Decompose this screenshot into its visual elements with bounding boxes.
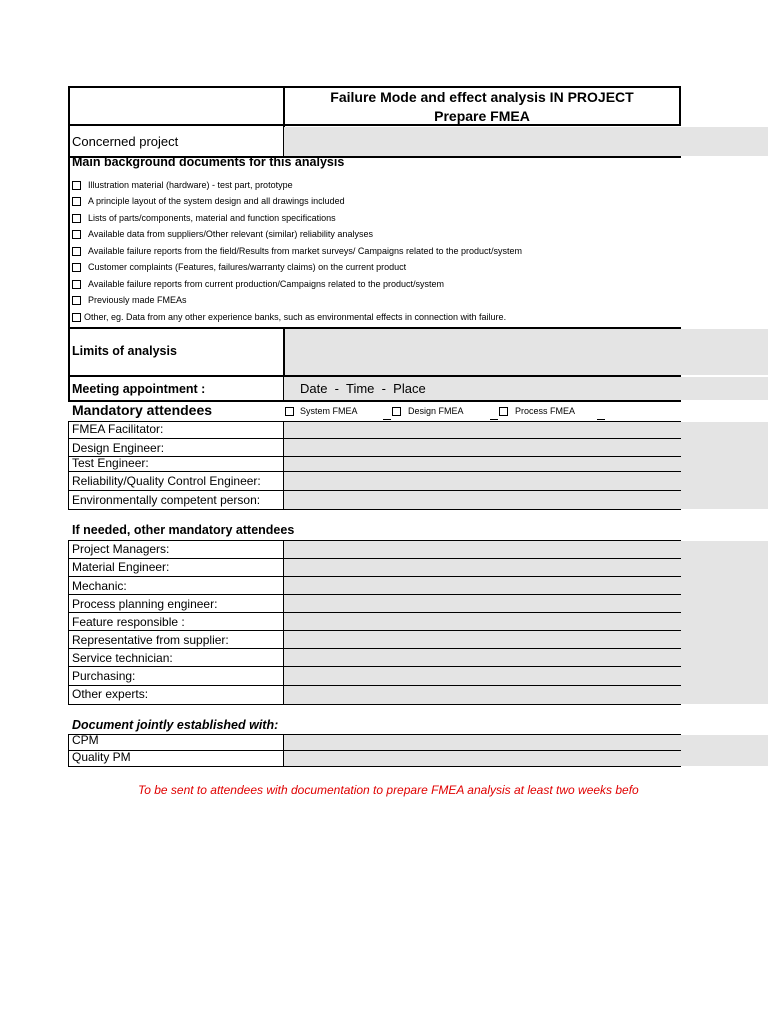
jointly-row-2-label: Quality PM (72, 750, 131, 764)
mandatory-row-1-label: FMEA Facilitator: (72, 422, 164, 436)
page-title (285, 88, 679, 126)
jointly-row-1-label: CPM (72, 733, 99, 747)
left-border-limits (68, 327, 70, 401)
other-row-6-label: Representative from supplier: (72, 633, 229, 647)
jointly-row-1-input[interactable] (288, 736, 758, 749)
limits-input[interactable] (290, 333, 760, 371)
row-rule (68, 750, 681, 751)
row-rule (68, 612, 681, 613)
checkbox-underline-3 (597, 419, 605, 420)
mandatory-row-2-input[interactable] (288, 440, 758, 455)
other-left-border (68, 540, 69, 705)
doc-item-9: Other, eg. Data from any other experience banks, such as environmental effects in connection with failure. (84, 312, 507, 322)
doc-item-8: Previously made FMEAs (88, 295, 187, 305)
row-rule (68, 490, 681, 491)
doc-item-5: Available failure reports from the field/Results from market surveys/ Campaigns related to the product/system (88, 246, 523, 256)
mandatory-divider (283, 421, 284, 510)
doc-item-4: Available data from suppliers/Other relevant (similar) reliability analyses (88, 229, 373, 239)
doc-checkbox-1[interactable] (72, 181, 81, 190)
doc-checkbox-8[interactable] (72, 296, 81, 305)
mandatory-row-3-input[interactable] (288, 458, 758, 470)
other-row-2-label: Material Engineer: (72, 560, 170, 574)
doc-checkbox-4[interactable] (72, 230, 81, 239)
mandatory-heading: Mandatory attendees (72, 402, 213, 418)
row-rule (68, 594, 681, 595)
mandatory-row-5-input[interactable] (288, 492, 758, 508)
process-fmea-label: Process FMEA (515, 406, 576, 416)
row-rule (68, 456, 681, 457)
other-row-8-label: Purchasing: (72, 669, 136, 683)
doc-item-7: Available failure reports from current production/Campaigns related to the product/system (88, 279, 445, 289)
mandatory-row-3-label: Test Engineer: (72, 456, 149, 470)
doc-item-2: A principle layout of the system design and all drawings included (88, 196, 345, 206)
other-row-5-input[interactable] (288, 614, 758, 629)
jointly-heading: Document jointly established with: (72, 718, 279, 732)
design-fmea-label: Design FMEA (408, 406, 464, 416)
other-row-7-input[interactable] (288, 650, 758, 665)
meeting-label: Meeting appointment : (72, 382, 206, 396)
doc-checkbox-9[interactable] (72, 313, 81, 322)
row-rule (68, 558, 681, 559)
mandatory-row-1-input[interactable] (288, 423, 758, 437)
doc-item-1: Illustration material (hardware) - test part, prototype (88, 180, 293, 190)
system-fmea-label: System FMEA (300, 406, 358, 416)
other-row-4-label: Process planning engineer: (72, 597, 218, 611)
other-row-3-label: Mechanic: (72, 579, 127, 593)
meeting-value[interactable]: Date - Time - Place (300, 381, 426, 396)
footer-note: To be sent to attendees with documentation to prepare FMEA analysis at least two weeks befo (138, 783, 639, 797)
mandatory-row-4-input[interactable] (288, 473, 758, 489)
system-fmea-checkbox[interactable] (285, 407, 294, 416)
jointly-row-2-input[interactable] (288, 752, 758, 765)
mandatory-row-2-label: Design Engineer: (72, 441, 165, 455)
page-title-line2: Prepare FMEA (434, 108, 530, 124)
row-rule (68, 685, 681, 686)
doc-item-6: Customer complaints (Features, failures/warranty claims) on the current product (88, 262, 407, 272)
row-rule (68, 666, 681, 667)
other-row-2-input[interactable] (288, 560, 758, 575)
checkbox-underline-1 (383, 419, 391, 420)
row-rule (68, 648, 681, 649)
mandatory-left-border (68, 421, 69, 510)
mandatory-row-4-label: Reliability/Quality Control Engineer: (72, 474, 261, 488)
other-row-4-input[interactable] (288, 596, 758, 611)
row-rule (68, 704, 681, 705)
other-row-8-input[interactable] (288, 668, 758, 683)
process-fmea-checkbox[interactable] (499, 407, 508, 416)
other-row-5-label: Feature responsible : (72, 615, 185, 629)
other-row-3-input[interactable] (288, 578, 758, 593)
other-attendees-heading: If needed, other mandatory attendees (72, 523, 295, 537)
other-row-7-label: Service technician: (72, 651, 173, 665)
doc-item-3: Lists of parts/components, material and function specifications (88, 213, 336, 223)
mandatory-row-5-label: Environmentally competent person: (72, 493, 261, 507)
other-row-9-input[interactable] (288, 687, 758, 702)
other-row-1-label: Project Managers: (72, 542, 170, 556)
doc-checkbox-7[interactable] (72, 280, 81, 289)
other-row-9-label: Other experts: (72, 687, 149, 701)
checkbox-underline-2 (490, 419, 498, 420)
background-docs-heading: Main background documents for this analysis (72, 155, 345, 169)
row-rule (68, 630, 681, 631)
other-row-6-input[interactable] (288, 632, 758, 647)
concerned-project-input[interactable] (290, 131, 760, 153)
row-rule (68, 766, 681, 767)
row-rule (68, 438, 681, 439)
doc-checkbox-6[interactable] (72, 263, 81, 272)
design-fmea-checkbox[interactable] (392, 407, 401, 416)
doc-checkbox-2[interactable] (72, 197, 81, 206)
row-rule (68, 509, 681, 510)
left-border-top (68, 126, 70, 157)
doc-checkbox-3[interactable] (72, 214, 81, 223)
row-rule (68, 576, 681, 577)
left-border-docs (68, 156, 70, 328)
other-row-1-input[interactable] (288, 542, 758, 557)
limits-label: Limits of analysis (72, 344, 177, 358)
concerned-project-label: Concerned project (72, 134, 179, 149)
page-title-line1: Failure Mode and effect analysis IN PROJECT (330, 89, 634, 105)
row-rule (68, 471, 681, 472)
doc-checkbox-5[interactable] (72, 247, 81, 256)
other-divider (283, 540, 284, 705)
